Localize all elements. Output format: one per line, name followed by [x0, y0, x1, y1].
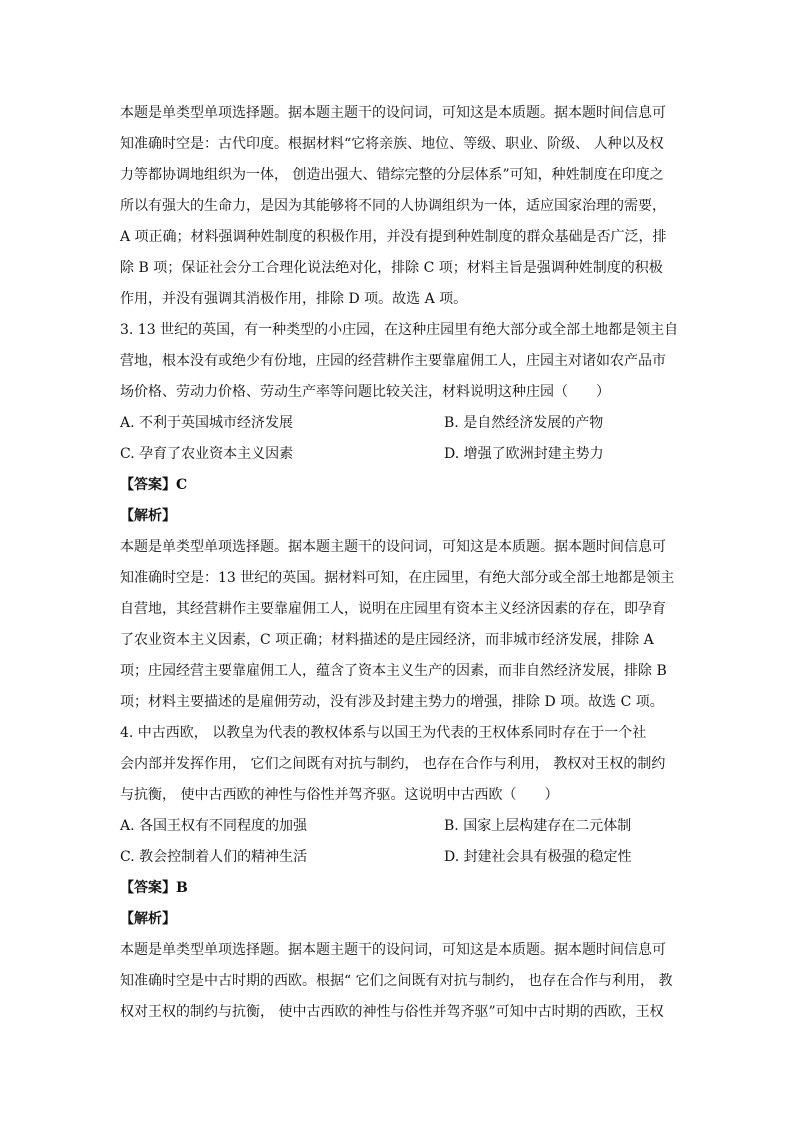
q2-analysis-line: A 项正确；材料强调种姓制度的积极作用，并没有提到种姓制度的群众基础是否广泛，排 — [120, 229, 667, 245]
q2-analysis-line: 作用，并没有强调其消极作用，排除 D 项。故选 A 项。 — [120, 291, 468, 307]
q3-answer: 【答案】C — [120, 477, 188, 493]
q4-analysis-line: 知准确时空是中古时期的西欧。根据“ 它们之间既有对抗与制约， 也存在合作与利用， 教 — [120, 973, 673, 989]
q4-option-b: B. 国家上层构建存在二元体制 — [444, 818, 632, 834]
q3-analysis-line: 了农业资本主义因素，C 项正确；材料描述的是庄园经济，而非城市经济发展，排除 A — [120, 632, 654, 648]
q4-stem-line: 与抗衡， 使中古西欧的神性与俗性并驾齐驱。这说明中古西欧（ ） — [120, 787, 559, 803]
q2-analysis-line: 所以有强大的生命力，是因为其能够将不同的人协调组织为一体，适应国家治理的需要， — [120, 198, 666, 214]
q3-stem-line: 3. 13 世纪的英国，有一种类型的小庄园，在这种庄园里有绝大部分或全部土地都是领主自 — [120, 322, 679, 338]
q4-option-a: A. 各国王权有不同程度的加强 — [120, 818, 308, 834]
q3-analysis-line: 知准确时空是：13 世纪的英国。据材料可知，在庄园里，有绝大部分或全部土地都是领主 — [120, 570, 675, 586]
q2-analysis-line: 本题是单类型单项选择题。据本题主题干的设问词，可知这是本质题。据本题时间信息可 — [120, 105, 666, 121]
q3-analysis-line: 项；材料主要描述的是雇佣劳动，没有涉及封建主势力的增强，排除 D 项。故选 C 项。 — [120, 694, 664, 710]
q2-analysis-line: 知准确时空是：古代印度。根据材料“它将亲族、地位、等级、职业、阶级、 人种以及权 — [120, 136, 664, 152]
q3-option-d: D. 增强了欧洲封建主势力 — [444, 446, 604, 462]
q3-analysis-label: 【解析】 — [120, 508, 176, 524]
q3-analysis-line: 本题是单类型单项选择题。据本题主题干的设问词，可知这是本质题。据本题时间信息可 — [120, 539, 666, 555]
q3-option-c: C. 孕育了农业资本主义因素 — [120, 446, 294, 462]
q3-stem-line: 场价格、劳动力价格、劳动生产率等问题比较关注，材料说明这种庄园（ ） — [120, 384, 610, 400]
q4-option-d: D. 封建社会具有极强的稳定性 — [444, 849, 632, 865]
q4-analysis-line: 本题是单类型单项选择题。据本题主题干的设问词，可知这是本质题。据本题时间信息可 — [120, 942, 666, 958]
q3-option-b: B. 是自然经济发展的产物 — [444, 415, 604, 431]
q3-analysis-line: 项；庄园经营主要靠雇佣工人，蕴含了资本主义生产的因素，而非自然经济发展，排除 B — [120, 663, 667, 679]
q4-option-c: C. 教会控制着人们的精神生活 — [120, 849, 308, 865]
q3-option-a: A. 不利于英国城市经济发展 — [120, 415, 294, 431]
q4-analysis-line: 权对王权的制约与抗衡， 使中古西欧的神性与俗性并驾齐驱”可知中古时期的西欧，王权 — [120, 1004, 664, 1020]
q4-answer: 【答案】B — [120, 880, 188, 896]
q4-stem-line: 会内部并发挥作用， 它们之间既有对抗与制约， 也存在合作与利用， 教权对王权的制约 — [120, 756, 666, 772]
q3-analysis-line: 自营地，其经营耕作主要靠雇佣工人，说明在庄园里有资本主义经济因素的存在，即孕育 — [120, 601, 666, 617]
q2-analysis-line: 力等都协调地组织为一体， 创造出强大、错综完整的分层体系”可知，种姓制度在印度之 — [120, 167, 664, 183]
q4-analysis-label: 【解析】 — [120, 911, 176, 927]
q2-analysis-line: 除 B 项；保证社会分工合理化说法绝对化，排除 C 项；材料主旨是强调种姓制度的积极 — [120, 260, 663, 276]
q3-stem-line: 营地，根本没有或绝少有份地，庄园的经营耕作主要靠雇佣工人，庄园主对诸如农产品市 — [120, 353, 666, 369]
q4-stem-line: 4. 中古西欧， 以教皇为代表的教权体系与以国王为代表的王权体系同时存在于一个社 — [120, 725, 647, 741]
